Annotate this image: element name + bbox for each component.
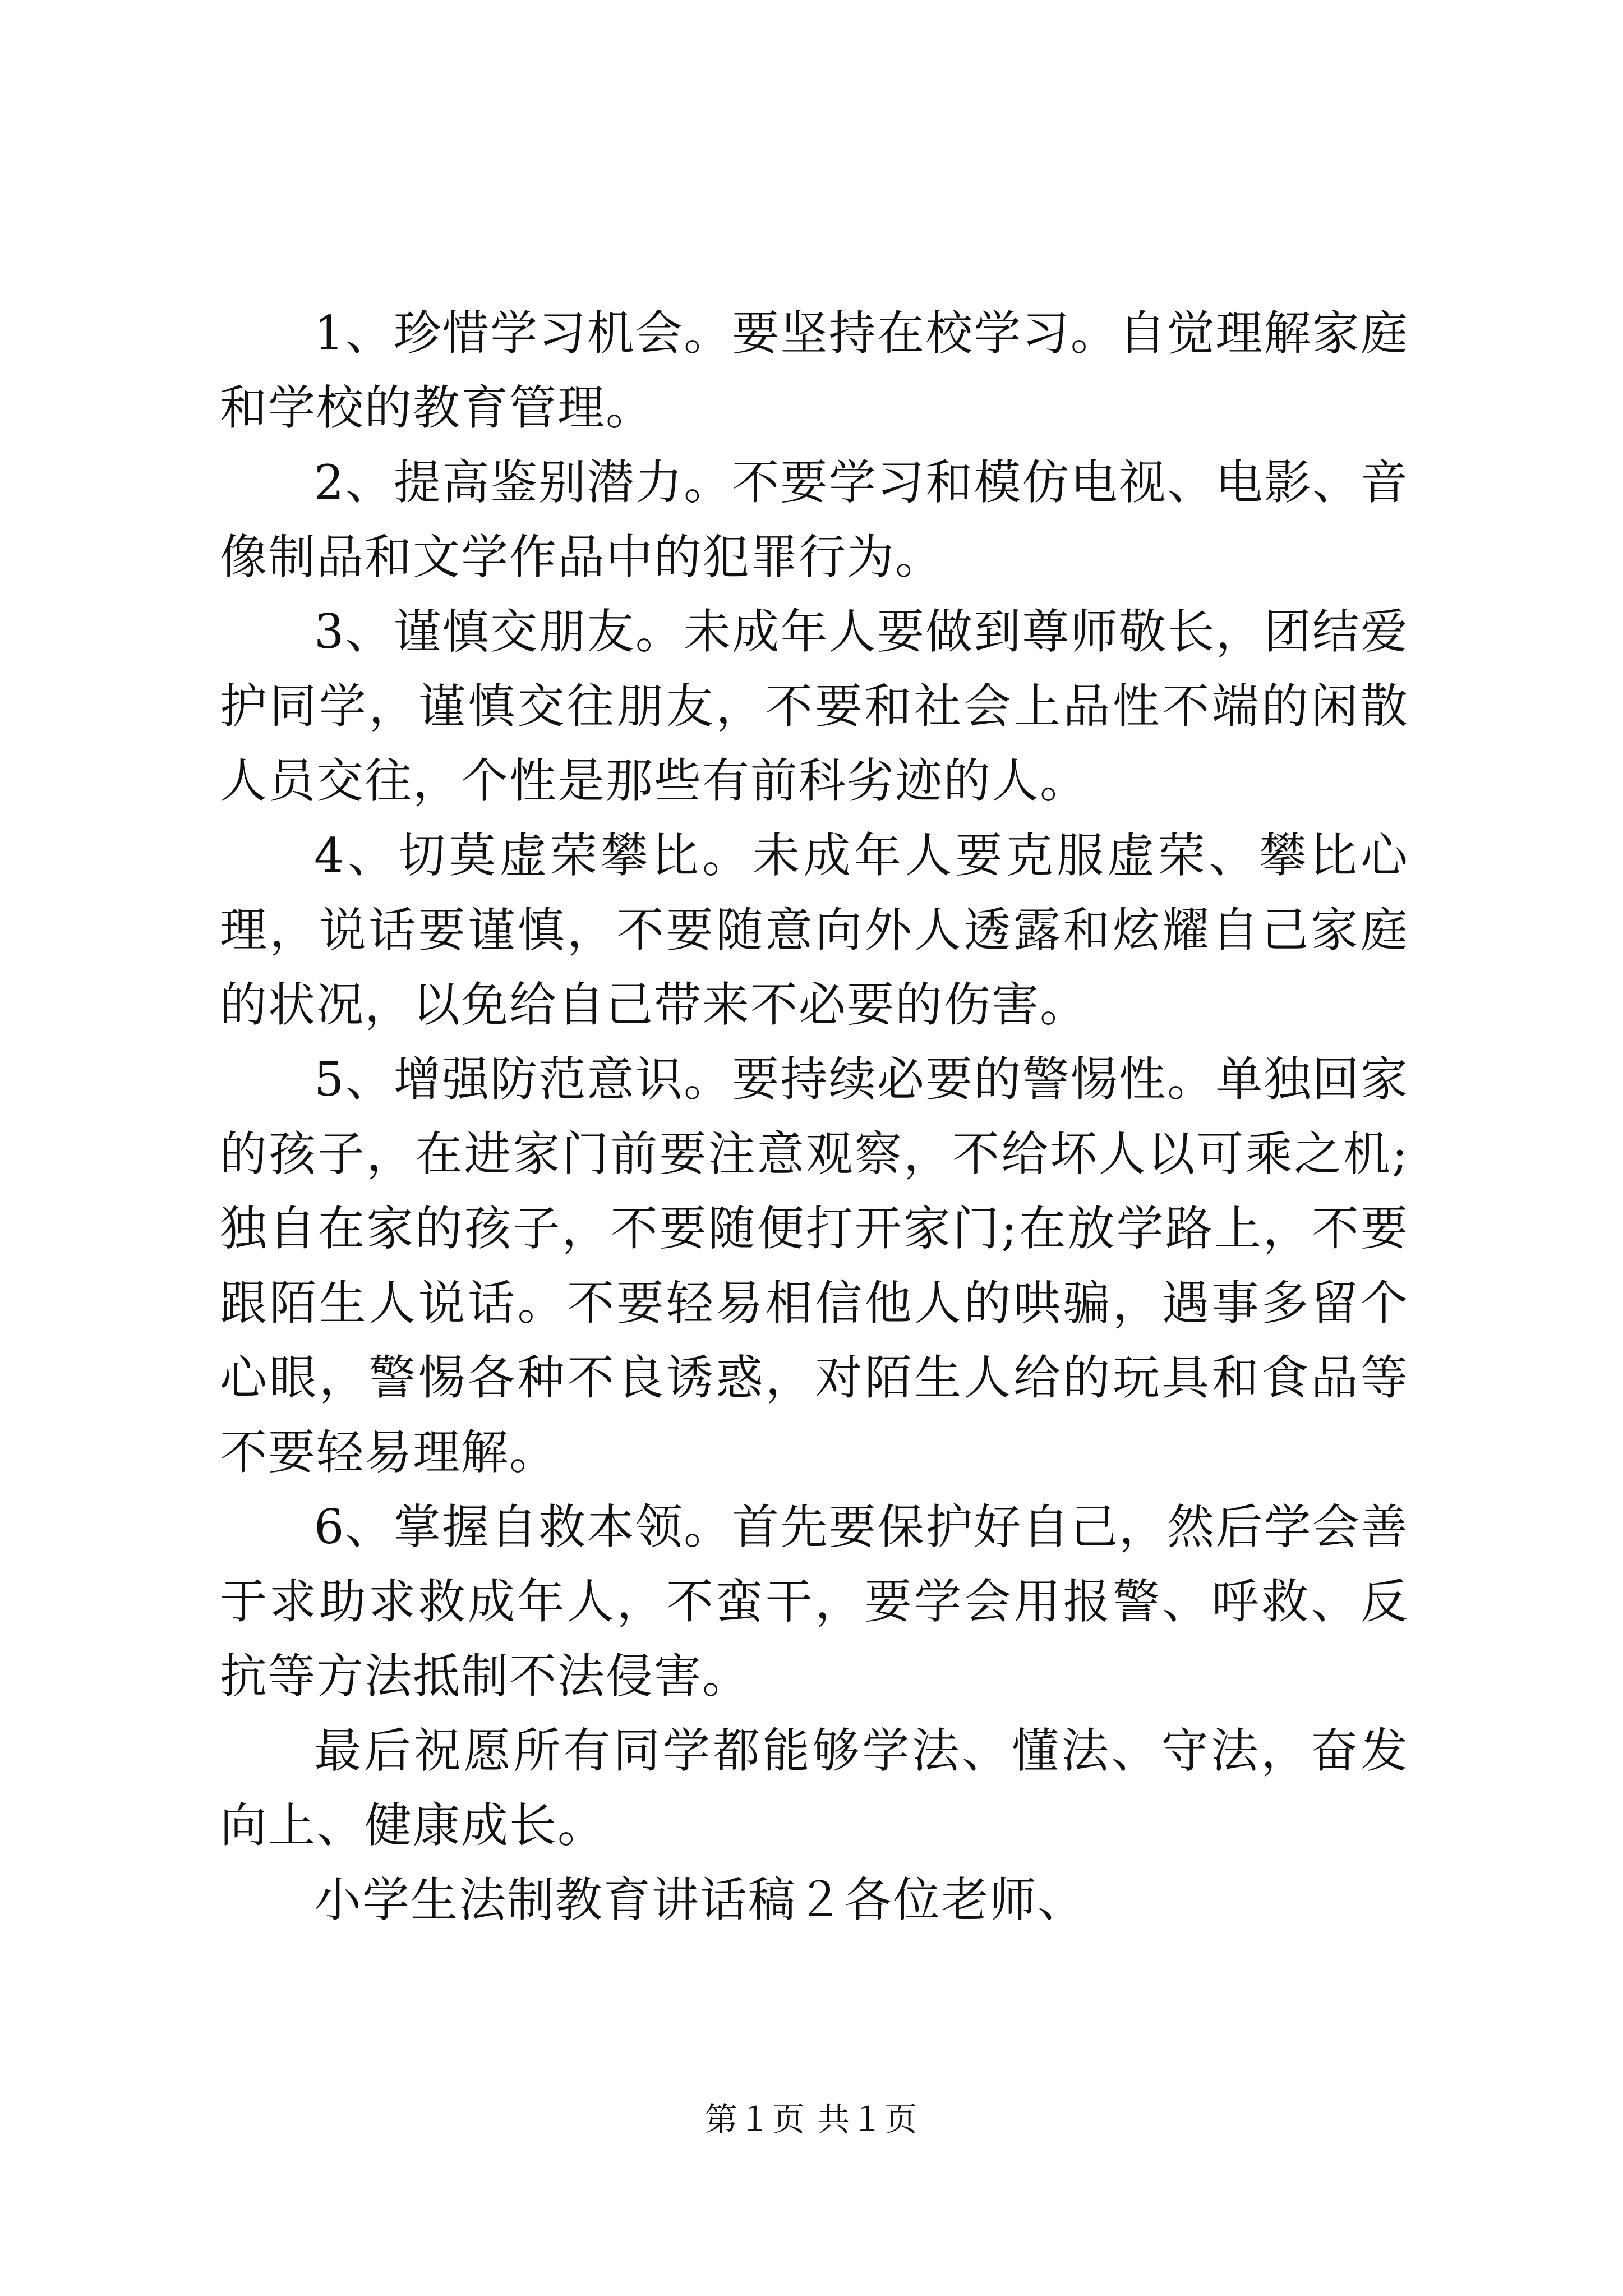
paragraph-3: 3、谨慎交朋友。未成年人要做到尊师敬长，团结爱护同学，谨慎交往朋友，不要和社会上品性不端的闲散人员交往，个性是那些有前科劣迹的人。 xyxy=(220,604,1409,808)
page-footer: 第１页 共１页 xyxy=(704,2100,919,2138)
paragraph-1: 1、珍惜学习机会。要坚持在校学习。自觉理解家庭和学校的教育管理。 xyxy=(220,306,1409,435)
paragraph-next-title: 小学生法制教育讲话稿２各位老师、 xyxy=(314,1872,1086,1927)
paragraph-6: 6、掌握自救本领。首先要保护好自己，然后学会善于求助求救成年人，不蛮干，要学会用报警、呼救、反抗等方法抵制不法侵害。 xyxy=(220,1499,1409,1704)
paragraph-4: 4、切莫虚荣攀比。未成年人要克服虚荣、攀比心理，说话要谨慎，不要随意向外人透露和炫耀自己家庭的状况，以免给自己带来不必要的伤害。 xyxy=(220,828,1409,1032)
document-body xyxy=(220,296,1409,1938)
paragraph-2: 2、提高鉴别潜力。不要学习和模仿电视、电影、音像制品和文学作品中的犯罪行为。 xyxy=(220,455,1409,585)
paragraph-5: 5、增强防范意识。要持续必要的警惕性。单独回家的孩子，在进家门前要注意观察，不给坏人以可乘之机;独自在家的孩子，不要随便打开家门;在放学路上，不要跟陌生人说话。不要轻易相信他人的哄骗，遇事多留个心眼，警惕各种不良诱惑，对陌生人给的玩具和食品等不要轻易理解。 xyxy=(220,1052,1409,1480)
paragraph-closing: 最后祝愿所有同学都能够学法、懂法、守法，奋发向上、健康成长。 xyxy=(220,1723,1409,1853)
